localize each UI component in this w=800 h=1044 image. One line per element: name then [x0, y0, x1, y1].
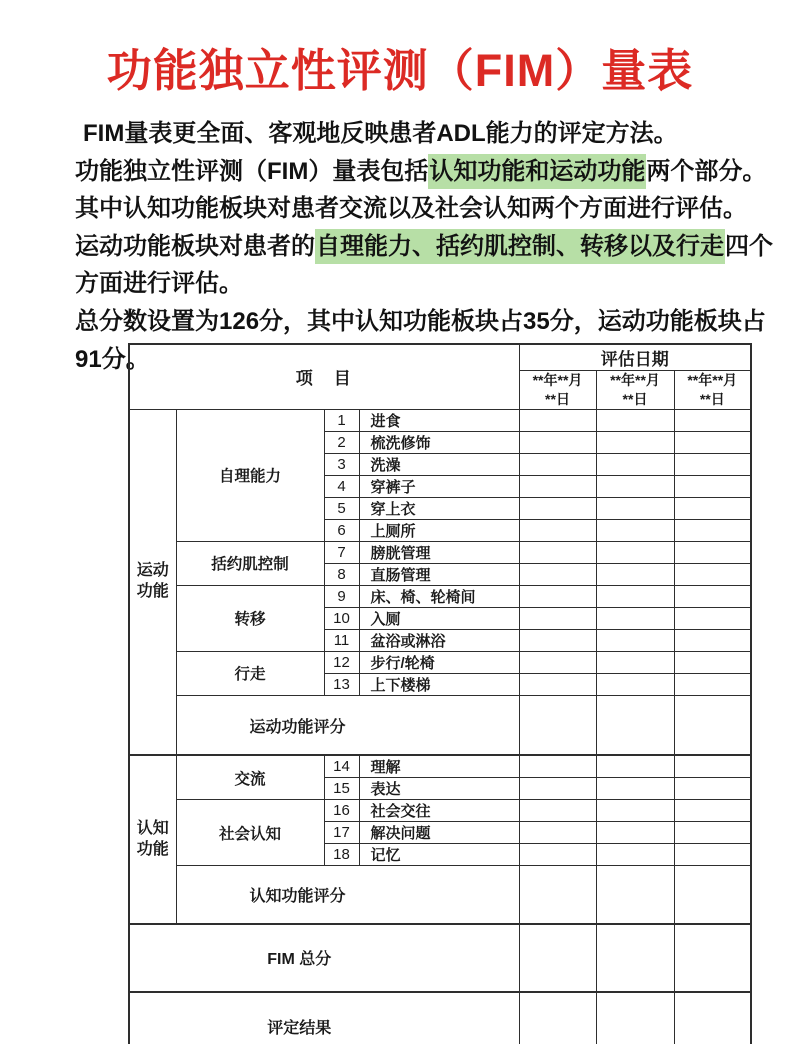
group-transfer: 转移: [176, 585, 324, 651]
fim-total-row: [129, 924, 751, 992]
score-cell: [519, 992, 596, 1044]
header-items-cell: 项 目: [129, 344, 519, 409]
score-cell: [519, 651, 596, 673]
category-motor: 运动功能: [129, 409, 176, 755]
intro-line-2-pre: 功能独立性评测（FIM）量表包括: [75, 157, 429, 185]
table-row-item-7: [129, 541, 751, 563]
score-cell: [596, 755, 674, 778]
score-cell: [519, 866, 596, 924]
score-cell: [519, 800, 596, 822]
score-cell: [674, 629, 751, 651]
intro-line-5-text: 方面进行评估。: [75, 270, 243, 298]
score-cell: [519, 541, 596, 563]
score-cell: [596, 844, 674, 866]
score-cell: [519, 755, 596, 778]
item-label: 记忆: [359, 844, 519, 866]
fim-total-label: FIM 总分: [267, 951, 332, 969]
score-cell: [674, 866, 751, 924]
motor-score-label: 运动功能评分: [249, 718, 346, 736]
item-number: 8: [324, 563, 359, 585]
group-selfcare: 自理能力: [176, 409, 324, 541]
item-label: 上厕所: [359, 519, 519, 541]
item-number: 12: [324, 651, 359, 673]
score-cell: [519, 844, 596, 866]
group-social-cognition: 社会认知: [176, 800, 324, 866]
item-label: 表达: [359, 778, 519, 800]
highlight-motor-domains: 自理能力、括约肌控制、转移以及行走: [315, 229, 725, 264]
intro-line-4-pre: 运动功能板块对患者的: [75, 232, 315, 260]
table-row-item-16: [129, 800, 751, 822]
score-cell: [596, 673, 674, 695]
motor-score-label-cell: [176, 695, 519, 755]
score-cell: [596, 607, 674, 629]
table-row-item-12: [129, 651, 751, 673]
score-cell: [596, 822, 674, 844]
score-cell: [596, 866, 674, 924]
table-row-item-1: [129, 409, 751, 431]
item-number: 18: [324, 844, 359, 866]
score-cell: [674, 475, 751, 497]
header-date-group-cell: 评估日期: [519, 344, 751, 371]
score-cell: [519, 497, 596, 519]
item-number: 10: [324, 607, 359, 629]
item-label: 社会交往: [359, 800, 519, 822]
table-row-item-9: [129, 585, 751, 607]
item-number: 1: [324, 409, 359, 431]
date-2-line1: **年**月: [610, 372, 660, 388]
item-label: 入厕: [359, 607, 519, 629]
item-label: 进食: [359, 409, 519, 431]
item-number: 16: [324, 800, 359, 822]
score-cell: [596, 563, 674, 585]
item-number: 4: [324, 475, 359, 497]
fim-total-label-cell: [129, 924, 519, 992]
item-number: 5: [324, 497, 359, 519]
score-cell: [674, 651, 751, 673]
group-walking: 行走: [176, 651, 324, 695]
date-2-line2: **日: [622, 390, 648, 407]
item-number: 7: [324, 541, 359, 563]
item-number: 14: [324, 755, 359, 778]
score-cell: [596, 924, 674, 992]
score-cell: [596, 651, 674, 673]
score-cell: [596, 541, 674, 563]
item-number: 17: [324, 822, 359, 844]
score-cell: [519, 453, 596, 475]
item-number: 2: [324, 431, 359, 453]
intro-line-5: [75, 265, 775, 303]
table-row-item-14: [129, 755, 751, 778]
result-label: 评定结果: [267, 1020, 332, 1038]
score-cell: [674, 541, 751, 563]
score-cell: [596, 629, 674, 651]
date-1-line1: **年**月: [532, 372, 583, 388]
date-3-line2: **日: [699, 390, 725, 407]
score-cell: [596, 585, 674, 607]
score-cell: [674, 563, 751, 585]
table-header-row-1: [129, 344, 751, 371]
score-cell: [519, 695, 596, 755]
cognitive-score-label-cell: [176, 866, 519, 924]
score-cell: [674, 519, 751, 541]
score-cell: [519, 519, 596, 541]
score-cell: [674, 431, 751, 453]
item-label: 洗澡: [359, 453, 519, 475]
intro-paragraph: [75, 115, 775, 378]
score-cell: [674, 585, 751, 607]
score-cell: [519, 924, 596, 992]
header-date-1: [519, 371, 596, 410]
item-label: 膀胱管理: [359, 541, 519, 563]
header-date-2: [596, 371, 674, 410]
score-cell: [519, 409, 596, 431]
score-cell: [674, 409, 751, 431]
score-cell: [596, 475, 674, 497]
header-date-3: [674, 371, 751, 410]
score-cell: [596, 519, 674, 541]
item-number: 9: [324, 585, 359, 607]
intro-line-4-post: 四个: [725, 232, 773, 260]
item-label: 理解: [359, 755, 519, 778]
score-cell: [519, 563, 596, 585]
page-title: 功能独立性评测（FIM）量表: [106, 45, 694, 96]
score-cell: [596, 453, 674, 475]
score-cell: [674, 497, 751, 519]
score-cell: [596, 431, 674, 453]
score-cell: [519, 475, 596, 497]
score-cell: [596, 695, 674, 755]
score-cell: [674, 992, 751, 1044]
score-cell: [596, 992, 674, 1044]
score-cell: [674, 778, 751, 800]
item-label: 梳洗修饰: [359, 431, 519, 453]
intro-line-6-text: 总分数设置为126分，其中认知功能板块占35分，运动功能板块占: [75, 307, 766, 335]
intro-line-3: [75, 190, 775, 228]
motor-score-row: [129, 695, 751, 755]
score-cell: [519, 607, 596, 629]
item-label: 步行/轮椅: [359, 651, 519, 673]
group-sphincter: 括约肌控制: [176, 541, 324, 585]
score-cell: [519, 822, 596, 844]
cognitive-score-label: 认知功能评分: [249, 888, 346, 906]
item-number: 15: [324, 778, 359, 800]
score-cell: [674, 822, 751, 844]
date-3-line1: **年**月: [687, 372, 738, 388]
score-cell: [674, 695, 751, 755]
score-cell: [596, 778, 674, 800]
score-cell: [519, 778, 596, 800]
score-cell: [674, 924, 751, 992]
score-cell: [596, 800, 674, 822]
fim-scale-table: [128, 343, 752, 1044]
item-label: 盆浴或淋浴: [359, 629, 519, 651]
intro-line-1-text: FIM量表更全面、客观地反映患者ADL能力的评定方法。: [83, 120, 678, 147]
score-cell: [674, 800, 751, 822]
highlight-cognitive-motor: 认知功能和运动功能: [428, 154, 646, 189]
intro-line-2: [75, 153, 775, 191]
item-label: 穿裤子: [359, 475, 519, 497]
result-row: [129, 992, 751, 1044]
score-cell: [674, 755, 751, 778]
item-label: 床、椅、轮椅间: [359, 585, 519, 607]
score-cell: [674, 673, 751, 695]
intro-line-6: [75, 303, 775, 341]
result-label-cell: [129, 992, 519, 1044]
intro-line-2-post: 两个部分。: [646, 157, 767, 185]
intro-line-3-text: 其中认知功能板块对患者交流以及社会认知两个方面进行评估。: [75, 195, 747, 223]
item-label: 穿上衣: [359, 497, 519, 519]
score-cell: [519, 673, 596, 695]
score-cell: [674, 607, 751, 629]
intro-line-7-text: 91分。: [75, 345, 150, 373]
cognitive-score-row: [129, 866, 751, 924]
item-label: 上下楼梯: [359, 673, 519, 695]
item-number: 3: [324, 453, 359, 475]
intro-line-4: [75, 228, 775, 266]
score-cell: [519, 585, 596, 607]
item-label: 解决问题: [359, 822, 519, 844]
category-cognitive: 认知功能: [129, 755, 176, 924]
score-cell: [519, 431, 596, 453]
item-label: 直肠管理: [359, 563, 519, 585]
score-cell: [596, 409, 674, 431]
group-communication: 交流: [176, 755, 324, 800]
date-1-line2: **日: [545, 390, 570, 407]
intro-line-1: [75, 115, 775, 153]
score-cell: [519, 629, 596, 651]
item-number: 11: [324, 629, 359, 651]
score-cell: [674, 453, 751, 475]
score-cell: [596, 497, 674, 519]
item-number: 6: [324, 519, 359, 541]
score-cell: [674, 844, 751, 866]
item-number: 13: [324, 673, 359, 695]
